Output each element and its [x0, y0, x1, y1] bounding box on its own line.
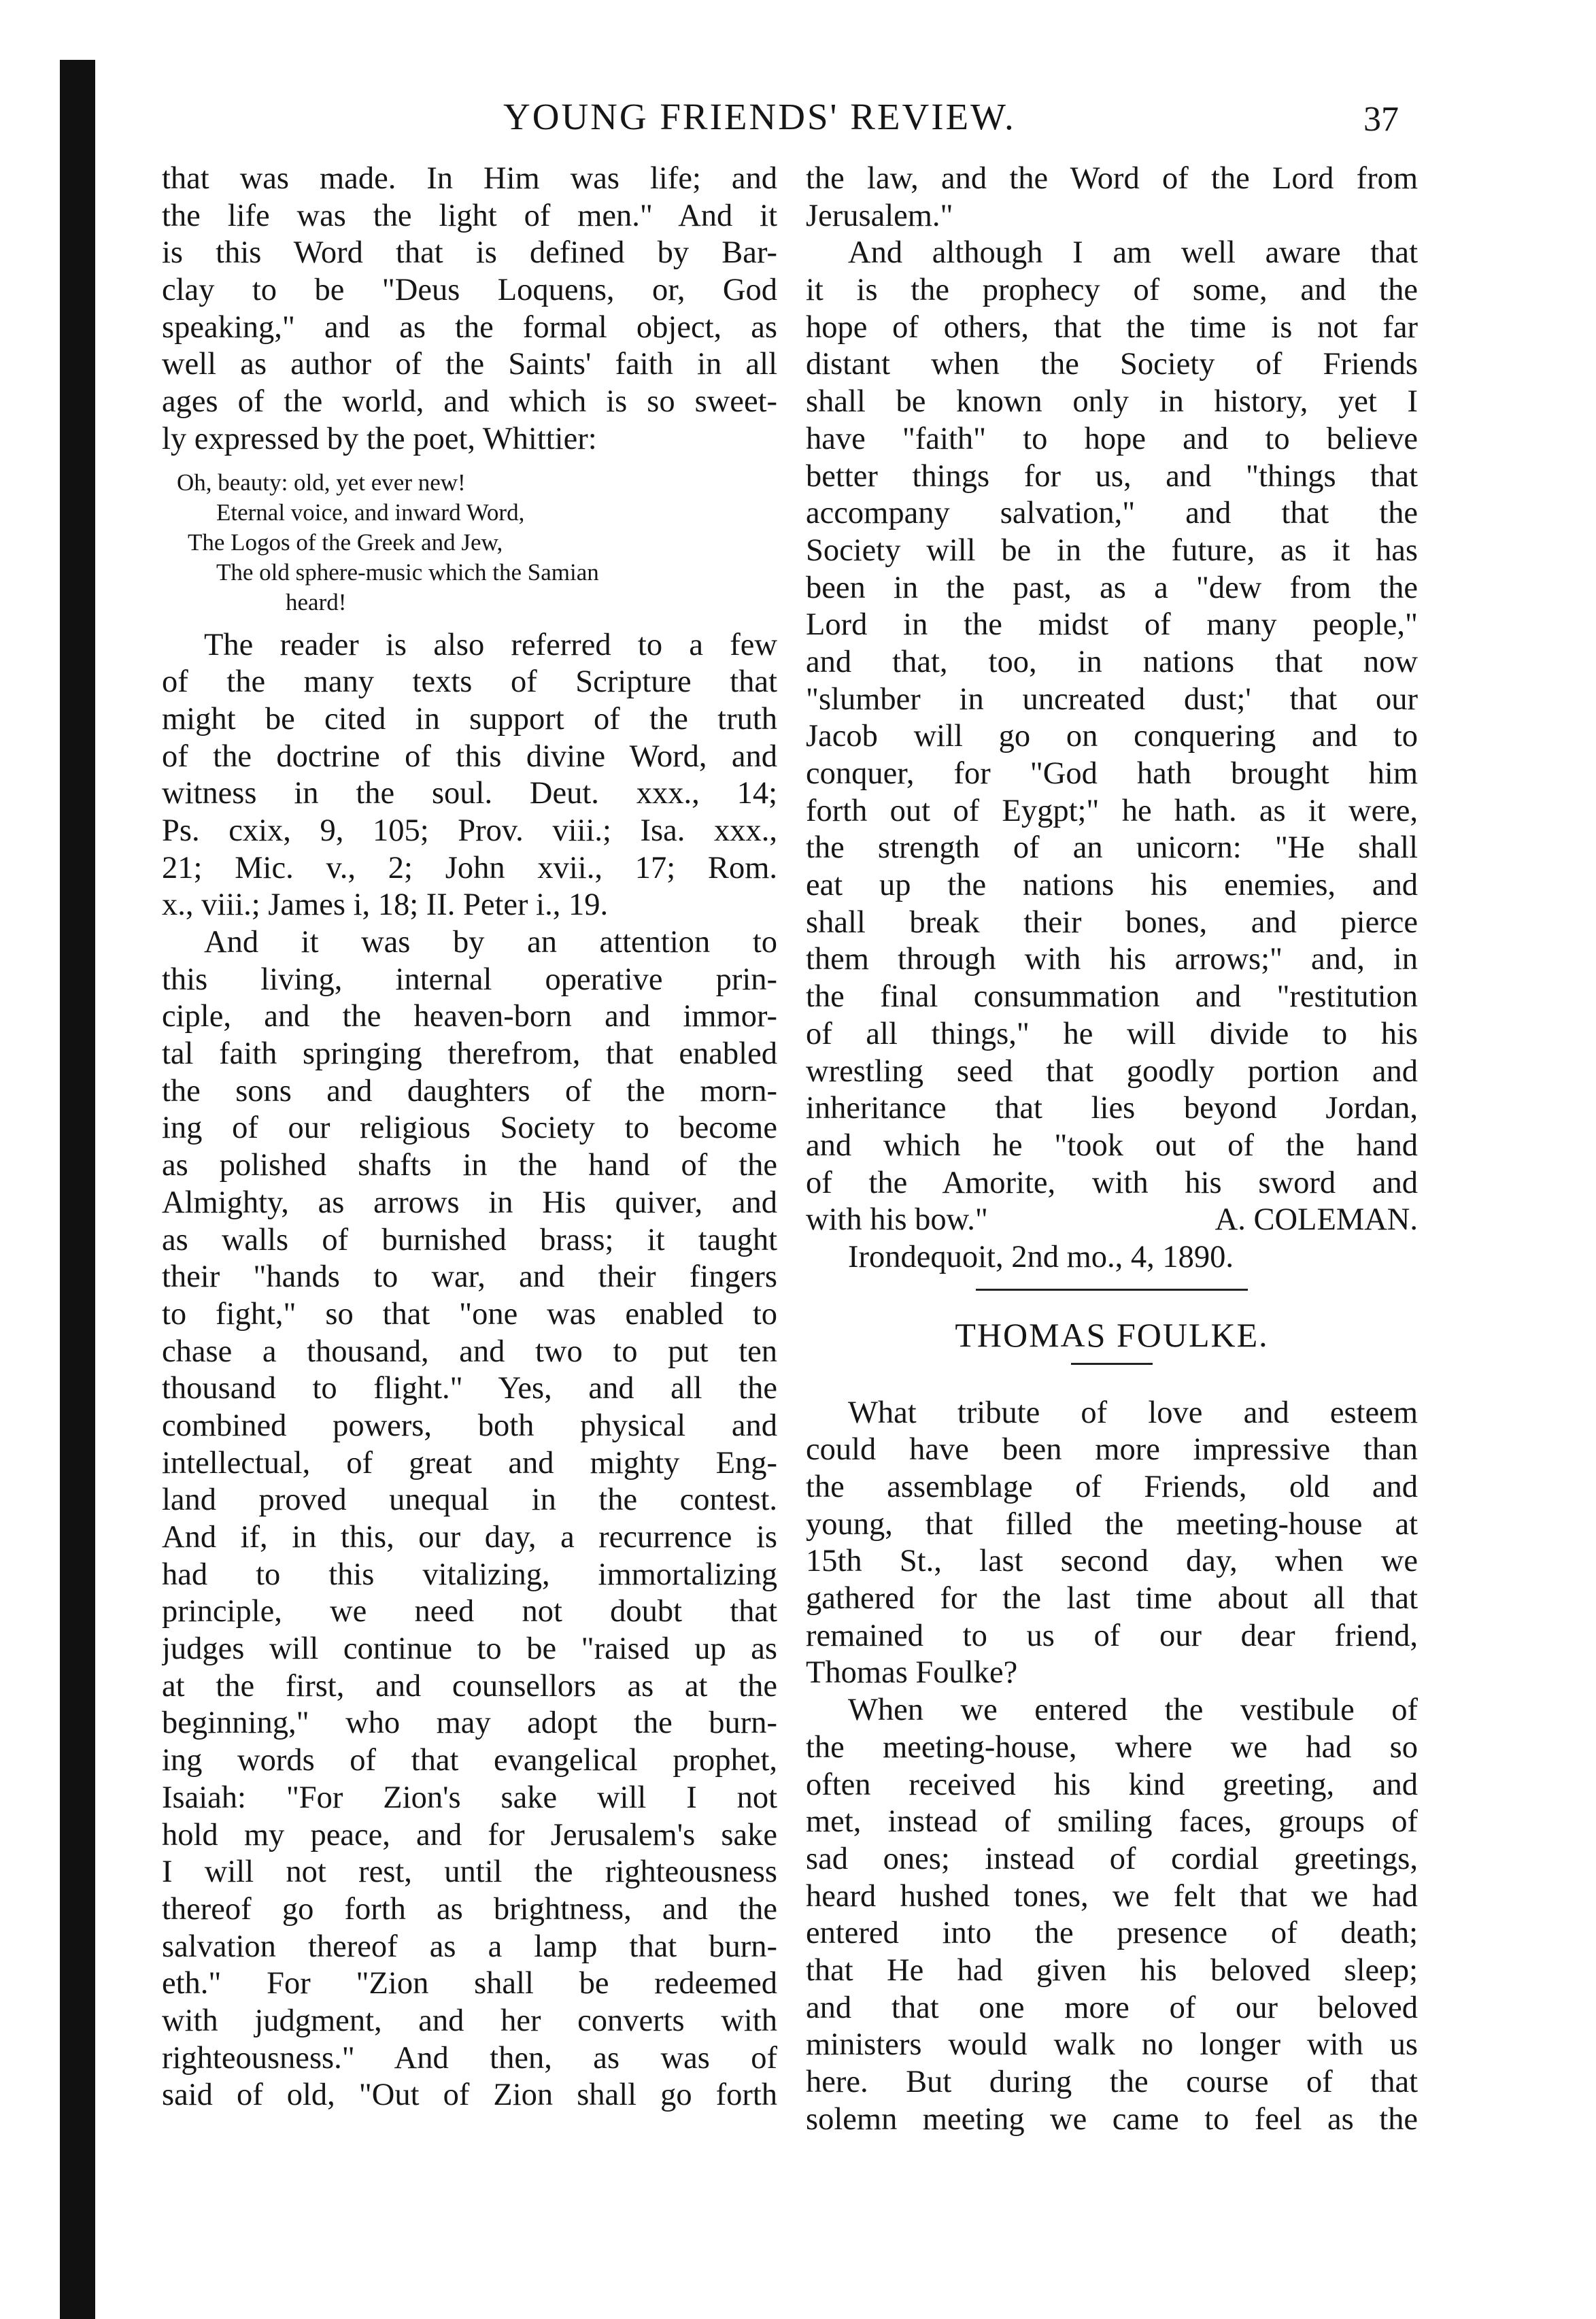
text-line: land proved unequal in the contest. — [162, 1483, 777, 1518]
text-line: gathered for the last time about all that — [806, 1581, 1418, 1616]
text-line: "slumber in uncreated dust;' that our — [806, 681, 1418, 717]
text-line: better things for us, and "things that — [806, 458, 1418, 494]
text-line: been in the past, as a "dew from the — [806, 570, 1418, 605]
text-line: x., viii.; James i, 18; II. Peter i., 19. — [162, 887, 609, 923]
paragraph — [806, 235, 1418, 1276]
text-line: Jacob will go on conquering and to — [806, 719, 1418, 754]
text-line: had to this vitalizing, immortalizing — [162, 1557, 777, 1592]
text-line: of the doctrine of this divine Word, and — [162, 739, 777, 774]
text-line: righteousness." And then, as was of — [162, 2040, 777, 2076]
dateline: Irondequoit, 2nd mo., 4, 1890. — [848, 1239, 1234, 1274]
text-line: ministers would walk no longer with us — [806, 2027, 1418, 2063]
text-line: their "hands to war, and their fingers — [162, 1259, 777, 1295]
text-line: salvation thereof as a lamp that burn- — [162, 1929, 777, 1964]
text-line: shall be known only in history, yet I — [806, 384, 1418, 420]
text-line: often received his kind greeting, and — [806, 1767, 1418, 1802]
text-line: wrestling seed that goodly portion and — [806, 1053, 1418, 1089]
title-underline — [1071, 1363, 1153, 1365]
text-line: forth out of Eygpt;" he hath. as it were, — [806, 793, 1418, 828]
text-line: the law, and the Word of the Lord from — [806, 161, 1418, 196]
text-line: ly expressed by the poet, Whittier: — [162, 421, 597, 456]
text-line: 15th St., last second day, when we — [806, 1544, 1418, 1579]
poem-line: The old sphere-music which the Samian — [216, 558, 599, 586]
text-line: inheritance that lies beyond Jordan, — [806, 1091, 1418, 1126]
text-line: of the Amorite, with his sword and — [806, 1165, 1418, 1200]
text-line: and that, too, in nations that now — [806, 644, 1418, 679]
text-line: 21; Mic. v., 2; John xvii., 17; Rom. — [162, 850, 777, 885]
text-line: ages of the world, and which is so sweet- — [162, 384, 777, 420]
text-line: witness in the soul. Deut. xxx., 14; — [162, 776, 777, 811]
text-line: the strength of an unicorn: "He shall — [806, 830, 1418, 866]
section-divider — [976, 1289, 1248, 1291]
text-line: combined powers, both physical and — [162, 1408, 777, 1443]
text-line: chase a thousand, and two to put ten — [162, 1334, 777, 1369]
text-line: and that one more of our beloved — [806, 1990, 1418, 2025]
text-line: principle, we need not doubt that — [162, 1594, 777, 1629]
text-line: that was made. In Him was life; and — [162, 161, 777, 196]
text-line: as polished shafts in the hand of the — [162, 1148, 777, 1183]
text-line: eth." For "Zion shall be redeemed — [162, 1966, 777, 2001]
text-line: with judgment, and her converts with — [162, 2003, 777, 2038]
text-line: the sons and daughters of the morn- — [162, 1073, 777, 1108]
text-line: Ps. cxix, 9, 105; Prov. viii.; Isa. xxx., — [162, 813, 777, 848]
text-line: and which he "took out of the hand — [806, 1128, 1418, 1163]
text-line: What tribute of love and esteem — [848, 1395, 1418, 1430]
paragraph — [162, 924, 777, 2114]
paragraph — [162, 627, 777, 925]
text-line: young, that filled the meeting-house at — [806, 1506, 1418, 1542]
text-line: judges will continue to be "raised up as — [162, 1631, 777, 1667]
text-line: them through with his arrows;" and, in — [806, 942, 1418, 977]
text-line: And although I am well aware that — [848, 235, 1418, 271]
paragraph — [806, 160, 1418, 235]
text-line: ing words of that evangelical prophet, — [162, 1743, 777, 1778]
paragraph — [806, 1692, 1418, 2138]
text-line: is this Word that is defined by Bar- — [162, 235, 777, 271]
text-line: the life was the light of men." And it — [162, 198, 777, 233]
text-line: met, instead of smiling faces, groups of — [806, 1804, 1418, 1840]
page-header — [0, 95, 1596, 150]
text-line: Society will be in the future, as it has — [806, 532, 1418, 568]
text-line: I will not rest, until the righteousness — [162, 1855, 777, 1890]
text-line: speaking," and as the formal object, as — [162, 309, 777, 345]
text-line: conquer, for "God hath brought him — [806, 756, 1418, 791]
text-line: intellectual, of great and mighty Eng- — [162, 1445, 777, 1480]
text-line: beginning," who may adopt the burn- — [162, 1706, 777, 1741]
text-line: And it was by an attention to — [204, 925, 777, 960]
poem-line: heard! — [286, 588, 347, 615]
paragraph — [162, 160, 777, 458]
text-line: here. But during the course of that — [806, 2065, 1418, 2099]
text-line: thereof go forth as brightness, and the — [162, 1891, 777, 1927]
text-line: heard hushed tones, we felt that we had — [806, 1878, 1418, 1914]
text-line: ing of our religious Society to become — [162, 1111, 777, 1146]
text-line: sad ones; instead of cordial greetings, — [806, 1841, 1418, 1876]
text-line: remained to us of our dear friend, — [806, 1618, 1418, 1653]
text-line: tal faith springing therefrom, that enabled — [162, 1036, 777, 1072]
text-line: clay to be "Deus Loquens, or, God — [162, 273, 777, 308]
text-line: Thomas Foulke? — [806, 1655, 1018, 1691]
text-line: of all things," he will divide to his — [806, 1016, 1418, 1051]
text-line: solemn meeting we came to feel as the — [806, 2101, 1418, 2137]
text-line: The reader is also referred to a few — [204, 627, 777, 662]
text-line: Jerusalem." — [806, 198, 953, 233]
text-line: this living, internal operative prin- — [162, 962, 777, 997]
right-column — [806, 160, 1418, 2138]
text-line: Almighty, as arrows in His quiver, and — [162, 1185, 777, 1220]
text-line: it is the prophecy of some, and the — [806, 273, 1418, 308]
paragraph — [806, 1395, 1418, 1693]
text-line: have "faith" to hope and to believe — [806, 421, 1418, 456]
text-line: could have been more impressive than — [806, 1432, 1418, 1468]
text-line: eat up the nations his enemies, and — [806, 868, 1418, 903]
text-line: at the first, and counsellors as at the — [162, 1668, 777, 1704]
text-line: well as author of the Saints' faith in all — [162, 347, 777, 382]
text-line: accompany salvation," and that the — [806, 496, 1418, 531]
text-line: as walls of burnished brass; it taught — [162, 1222, 777, 1257]
text-line: that He had given his beloved sleep; — [806, 1952, 1418, 1988]
page-number: 37 — [1363, 100, 1399, 139]
text-line: And if, in this, our day, a recurrence is — [162, 1520, 777, 1555]
page-binding-edge — [60, 60, 95, 2319]
text-line: entered into the presence of death; — [806, 1916, 1418, 1951]
text-line: the assemblage of Friends, old and — [806, 1470, 1418, 1504]
poem-quotation — [162, 468, 777, 617]
text-line: distant when the Society of Friends — [806, 347, 1418, 382]
text-line: the meeting-house, where we had so — [806, 1729, 1418, 1765]
author-signature: A. COLEMAN. — [1215, 1202, 1418, 1238]
text-line: of the many texts of Scripture that — [162, 664, 777, 700]
section-title: THOMAS FOULKE. — [955, 1315, 1269, 1354]
text-line: Lord in the midst of many people," — [806, 607, 1418, 643]
closing-quote-text: with his bow." — [806, 1202, 988, 1238]
poem-line: The Logos of the Greek and Jew, — [188, 528, 503, 556]
poem-line: Eternal voice, and inward Word, — [216, 498, 525, 526]
text-line: ciple, and the heaven-born and immor- — [162, 999, 777, 1034]
text-line: hope of others, that the time is not far — [806, 309, 1418, 345]
text-line: the final consummation and "restitution — [806, 979, 1418, 1015]
text-line: Isaiah: "For Zion's sake will I not — [162, 1780, 777, 1815]
text-line: to fight," so that "one was enabled to — [162, 1296, 777, 1332]
running-head: YOUNG FRIENDS' REVIEW. — [503, 96, 1016, 137]
text-line: said of old, "Out of Zion shall go forth — [162, 2078, 777, 2113]
poem-line: Oh, beauty: old, yet ever new! — [177, 469, 466, 496]
text-line: thousand to flight." Yes, and all the — [162, 1371, 777, 1406]
signature-line — [806, 1202, 1418, 1239]
text-line: shall break their bones, and pierce — [806, 904, 1418, 940]
text-line: might be cited in support of the truth — [162, 701, 777, 737]
text-line: When we entered the vestibule of — [848, 1693, 1418, 1728]
left-column — [162, 160, 777, 2114]
text-line: hold my peace, and for Jerusalem's sake — [162, 1817, 777, 1852]
